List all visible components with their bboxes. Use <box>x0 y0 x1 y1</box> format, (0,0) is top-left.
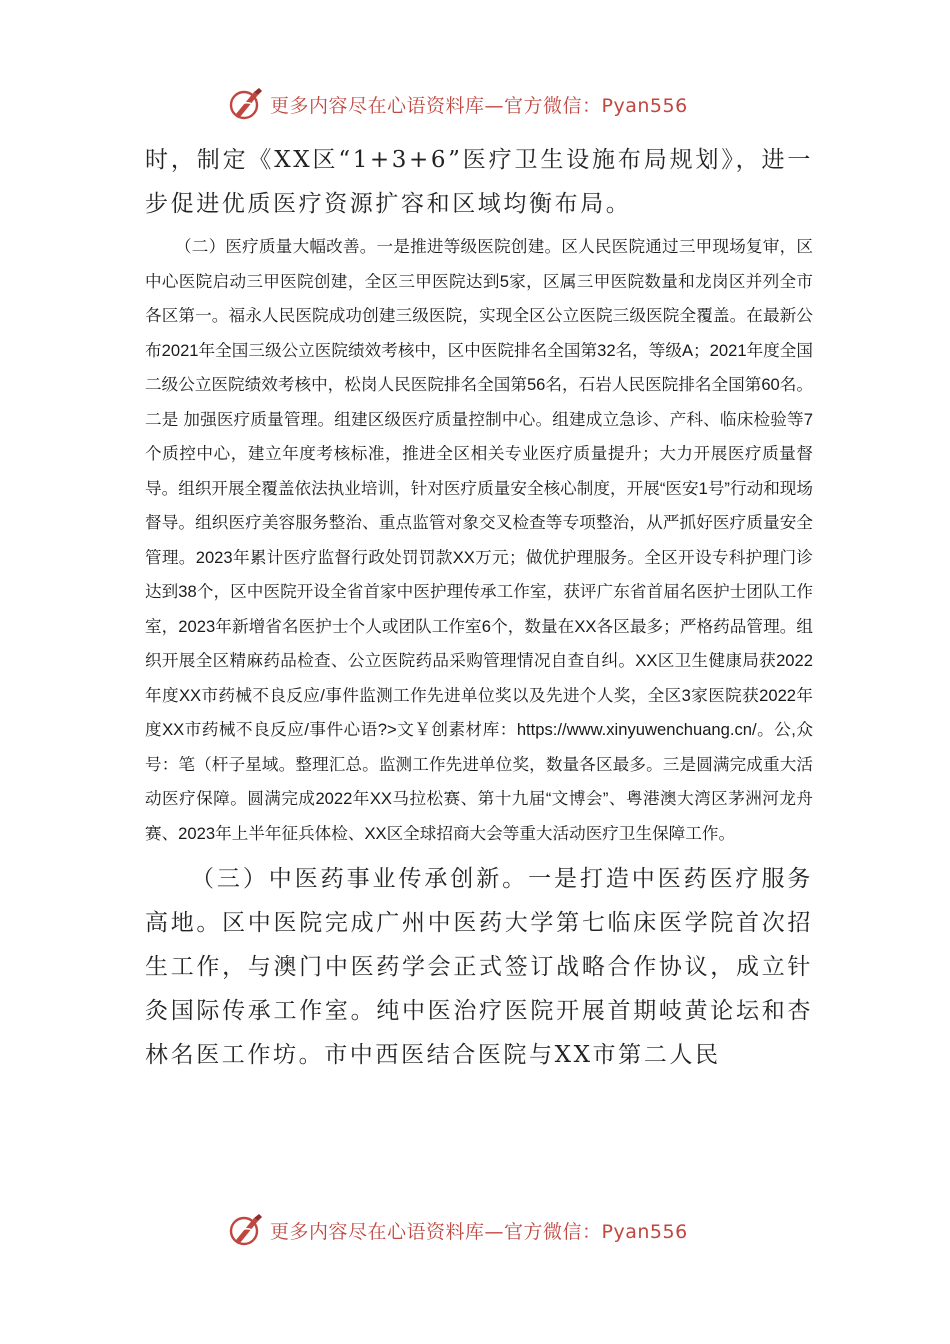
footer-banner-text: 更多内容尽在心语资料库—官方微信：Pyan556 <box>270 1220 688 1243</box>
paragraph-1: 时，制定《XX区“1+3+6”医疗卫生设施布局规划》，进一步促进优质医疗资源扩容和区域均衡布局。 <box>145 147 813 217</box>
document-body <box>145 138 813 1077</box>
header-banner <box>228 86 748 122</box>
pen-logo-icon <box>228 86 264 122</box>
paragraph-2-medical-quality: （二）医疗质量大幅改善。一是推进等级医院创建。区人民医院通过三甲现场复审，区中心医院启动三甲医院创建，全区三甲医院达到5家，区属三甲医院数量和龙岗区并列全市各区第一。福永人民医院成功创建三级医院，实现全区公立医院三级医院全覆盖。在最新公布2021年全国三级公立医院绩效考核中，区中医院排名全国第32名，等级A；2021年度全国二级公立医院绩效考核中，松岗人民医院排名全国第56名，石岩人民医院排名全国第60名。二是 加强医疗质量管理。组建区级医疗质量控制中心。组建成立急诊、产科、临床检验等7个质控中心，建立年度考核标准，推进全区相关专业医疗质量提升；大力开展医疗质量督导。组织开展全覆盖依法执业培训，针对医疗质量安全核心制度，开展“医安1号”行动和现场督导。组织医疗美容服务整治、重点监管对象交叉检查等专项整治，从严抓好医疗质量安全管理。2023年累计医疗监督行政处罚罚款XX万元；做优护理服务。全区开设专科护理门诊达到38个，区中医院开设全省首家中医护理传承工作室，获评广东省首届名医护士团队工作室，2023年新增省名医护士个人或团队工作室6个，数量在XX各区最多；严格药品管理。组织开展全区精麻药品检查、公立医院药品采购管理情况自查自纠。XX区卫生健康局获2022年度XX市药械不良反应/事件监测工作先进单位奖以及先进个人奖，全区3家医院获2022年度XX市药械不良反应/事件心语?>文￥创素材库：https://www.xinyuwenchuang.cn/。公,众号：笔（杆子星域。整理汇总。监测工作先进单位奖，数量各区最多。三是圆满完成重大活动医疗保障。圆满完成2022年XX马拉松赛、第十九届“文博会”、粤港澳大湾区茅洲河龙舟赛、2023年上半年征兵体检、XX区全球招商大会等重大活动医疗卫生保障工作。 <box>145 237 813 843</box>
footer-banner <box>228 1212 748 1248</box>
paragraph-3-tcm: （三）中医药事业传承创新。一是打造中医药医疗服务高地。区中医院完成广州中医药大学第七临床医学院首次招生工作，与澳门中医药学会正式签订战略合作协议，成立针灸国际传承工作室。纯中医治疗医院开展首期岐黄论坛和杏林名医工作坊。市中西医结合医院与XX市第二人民 <box>145 866 813 1068</box>
header-banner-text: 更多内容尽在心语资料库—官方微信：Pyan556 <box>270 94 688 117</box>
pen-logo-icon <box>228 1212 264 1248</box>
